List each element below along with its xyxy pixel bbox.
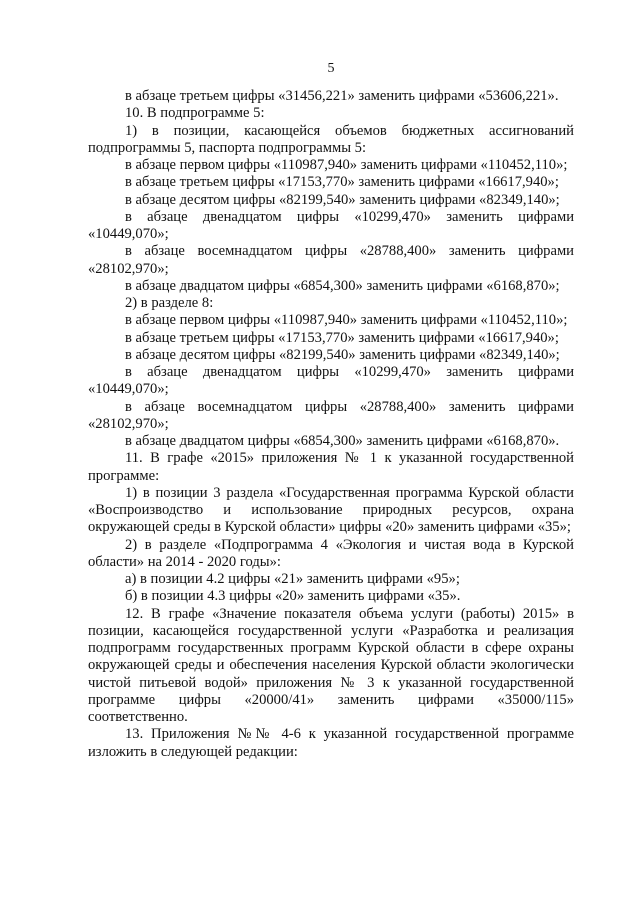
paragraph: 2) в разделе 8: bbox=[125, 295, 214, 311]
paragraph: в абзаце третьем цифры «31456,221» заменить цифрами «53606,221». bbox=[125, 88, 559, 104]
paragraph: 1) в позиции 3 раздела «Государственная программа Курской области «Воспроизводство и использование природных ресурсов, охрана окружающей среды в Курской области» цифры «20» заменить цифрами «35»; bbox=[88, 484, 574, 536]
page-number: 5 bbox=[327, 61, 335, 76]
paragraph: 12. В графе «Значение показателя объема услуги (работы) 2015» в позиции, касающейся государственной услуги «Разработка и реализация подпрограмм государственных программ Курской области в сфере охраны окружающей среды и обеспечения населения Курской области экологически чистой питьевой водой» приложения № 3 к указанной государственной программе цифры «20000/41» заменить цифрами «35000/115» соответственно. bbox=[88, 605, 574, 725]
paragraph: в абзаце восемнадцатом цифры «28788,400» заменить цифрами «28102,970»; bbox=[88, 243, 574, 277]
paragraph: в абзаце двенадцатом цифры «10299,470» заменить цифрами «10449,070»; bbox=[88, 208, 574, 242]
paragraph: 1) в позиции, касающейся объемов бюджетных ассигнований подпрограммы 5, паспорта подпрограммы 5: bbox=[88, 122, 574, 156]
paragraph: в абзаце двадцатом цифры «6854,300» заменить цифрами «6168,870». bbox=[125, 433, 560, 449]
paragraph: в абзаце десятом цифры «82199,540» заменить цифрами «82349,140»; bbox=[125, 346, 560, 363]
paragraph: а) в позиции 4.2 цифры «21» заменить цифрами «95»; bbox=[125, 571, 460, 587]
paragraph: б) в позиции 4.3 цифры «20» заменить цифрами «35». bbox=[125, 588, 461, 605]
paragraph: в абзаце двенадцатом цифры «10299,470» заменить цифрами «10449,070»; bbox=[88, 364, 574, 398]
paragraph: в абзаце восемнадцатом цифры «28788,400» заменить цифрами «28102,970»; bbox=[88, 398, 574, 432]
paragraph: 11. В графе «2015» приложения № 1 к указанной государственной программе: bbox=[88, 450, 574, 484]
paragraph: в абзаце третьем цифры «17153,770» заменить цифрами «16617,940»; bbox=[125, 329, 559, 346]
paragraph: 2) в разделе «Подпрограмма 4 «Экология и чистая вода в Курской области» на 2014 - 2020 годы»: bbox=[88, 536, 574, 570]
paragraph: в абзаце двадцатом цифры «6854,300» заменить цифрами «6168,870»; bbox=[125, 277, 560, 294]
paragraph: в абзаце десятом цифры «82199,540» заменить цифрами «82349,140»; bbox=[125, 191, 560, 208]
paragraph: 10. В подпрограмме 5: bbox=[125, 105, 265, 122]
paragraph: в абзаце третьем цифры «17153,770» заменить цифрами «16617,940»; bbox=[125, 174, 559, 191]
paragraph: в абзаце первом цифры «110987,940» заменить цифрами «110452,110»; bbox=[125, 157, 568, 173]
paragraph: в абзаце первом цифры «110987,940» заменить цифрами «110452,110»; bbox=[125, 312, 568, 329]
document-body bbox=[88, 88, 574, 761]
paragraph: 13. Приложения №№ 4-6 к указанной государственной программе изложить в следующей редакции: bbox=[88, 726, 574, 760]
